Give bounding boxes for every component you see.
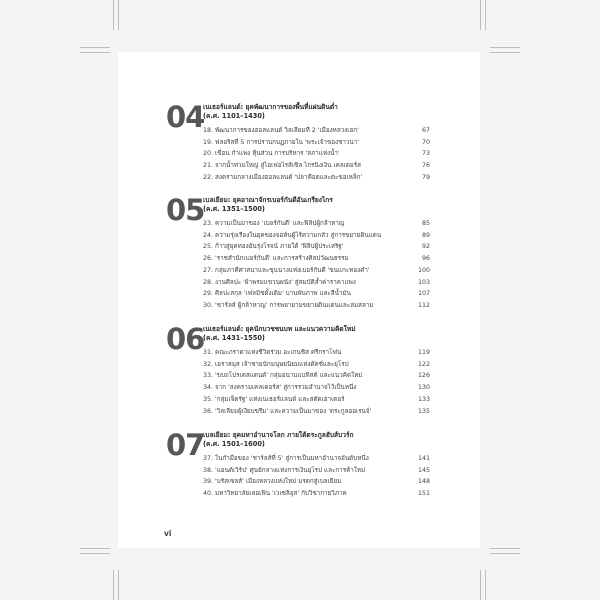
entry-title: 27. กลุ่มภาคีศาสนาและขุนนางแห่งเบอร์กันดี 'ขนแกะทองคำ' xyxy=(203,266,370,274)
toc-entry[interactable] xyxy=(203,265,430,277)
toc-entry[interactable] xyxy=(203,300,430,312)
entry-title: 28. งานศิลปะ 'ผ้าพรมแขวนผนัง' สู่สมบัติล้ำค่าราคาแพง xyxy=(203,278,356,286)
entry-title: 19. ฟลอริสที่ 5 การปราบกบฏภายใน 'พระเจ้าของชาวนา' xyxy=(203,138,360,146)
crop-mark xyxy=(480,0,481,30)
crop-mark xyxy=(490,47,520,48)
entry-page-number: 73 xyxy=(421,150,430,158)
crop-mark xyxy=(118,570,119,600)
entry-page-number: 107 xyxy=(417,290,430,298)
toc-entry[interactable] xyxy=(203,137,430,149)
crop-mark xyxy=(80,47,110,48)
crop-mark xyxy=(80,548,110,549)
entry-page-number: 112 xyxy=(417,301,430,309)
entry-page-number: 96 xyxy=(421,255,430,263)
toc-entry[interactable] xyxy=(203,277,430,289)
entry-page-number: 133 xyxy=(417,395,430,403)
entry-page-number: 103 xyxy=(417,278,430,286)
entry-page-number: 148 xyxy=(417,478,430,486)
toc-entry[interactable] xyxy=(203,288,430,300)
crop-mark xyxy=(490,52,520,53)
crop-mark xyxy=(490,548,520,549)
crop-mark xyxy=(490,553,520,554)
entry-title: 32. เอราสมุส เจ้าชายนักมนุษยนิยมแห่งดัตช์และยุโรป xyxy=(203,360,349,368)
entry-page-number: 89 xyxy=(421,231,430,239)
entry-page-number: 70 xyxy=(421,138,430,146)
part-number: 05 xyxy=(166,193,205,227)
table-of-contents xyxy=(166,100,430,500)
entry-page-number: 119 xyxy=(417,349,430,356)
toc-entry[interactable] xyxy=(203,370,430,382)
toc-entry[interactable] xyxy=(203,218,430,230)
entry-page-number: 145 xyxy=(417,466,430,474)
entry-page-number: 100 xyxy=(417,266,430,274)
crop-mark xyxy=(80,52,110,53)
entry-title: 36. 'วิลเลียมผู้เงียบขรึม' และความเป็นมาของ 'ตระกูลออเรนจ์' xyxy=(203,407,372,415)
entry-page-number: 151 xyxy=(417,490,430,498)
entry-page-number: 92 xyxy=(421,243,430,251)
entry-title: 18. พัฒนาการของฮอลแลนด์ วิลเลียมที่ 2 'เมืองหลวงเฮก' xyxy=(203,127,359,134)
crop-mark xyxy=(113,0,114,30)
entry-title: 40. มหาวิทยาลัยเลอเฟิน 'เวเซลิอุส' กับวิชากายวิภาค xyxy=(203,490,347,498)
entry-page-number: 85 xyxy=(421,220,430,227)
part-title: เนเธอร์แลนด์: ยุคพัฒนาการของพื้นที่แผ่นดินต่ำ xyxy=(203,103,338,111)
toc-part xyxy=(166,428,430,500)
crop-mark xyxy=(480,570,481,600)
entry-page-number: 79 xyxy=(421,173,430,181)
toc-entry[interactable] xyxy=(203,253,430,265)
toc-entry[interactable] xyxy=(203,465,430,477)
toc-part xyxy=(166,193,430,325)
entry-title: 38. 'แอนต์เวิร์ป' ศูนย์กลางแห่งการเงินยุโรป และการค้าใหม่ xyxy=(203,466,366,474)
toc-entry[interactable] xyxy=(203,488,430,500)
entry-title: 33. 'ขบถโปรเตสแตนต์' กลุ่มอนาบแบทิสต์ และแนวคิดใหม่ xyxy=(203,372,363,380)
part-number: 04 xyxy=(166,100,205,134)
part-dates: (ค.ศ. 1501–1600) xyxy=(203,440,265,448)
part-title: เบลเยียม: ยุคมหาอำนาจโลก ภายใต้ตระกูลฮับส์บวร์ก xyxy=(203,431,354,439)
toc-entry[interactable] xyxy=(203,406,430,418)
part-number: 07 xyxy=(166,428,205,462)
entry-title: 24. ความรุ่งเรืองในยุคของจอห์นผู้ไร้ความกลัว สู่การขยายดินแดน xyxy=(203,231,382,239)
entry-page-number: 122 xyxy=(417,360,430,368)
entry-title: 26. 'ราชสำนักเบอร์กันดี' และการสร้างศิลปวัฒนธรรม xyxy=(203,255,349,263)
entry-title: 22. สงครามกลางเมืองฮอลแลนด์ 'ปลาคือดและตะขอเหล็ก' xyxy=(203,173,363,181)
entry-page-number: 126 xyxy=(417,372,430,380)
part-dates: (ค.ศ. 1101–1430) xyxy=(203,112,265,120)
entry-title: 29. ศิลปะสกุล 'เฟลมิชดั้งเดิม' บานพับภาพ และสีน้ำมัน xyxy=(203,290,351,298)
crop-mark xyxy=(485,570,486,600)
page-folio: vi xyxy=(164,529,172,538)
entry-page-number: 135 xyxy=(417,407,430,415)
entry-page-number: 141 xyxy=(417,455,430,462)
entry-title: 20. เขื่อน กำแพง หุ้นส่วน การบริหาร 'สภาแห่งน้ำ' xyxy=(203,150,340,158)
toc-entry[interactable] xyxy=(203,382,430,394)
entry-page-number: 130 xyxy=(417,384,430,392)
entry-page-number: 76 xyxy=(421,162,430,170)
toc-entry[interactable] xyxy=(203,241,430,253)
toc-entry[interactable] xyxy=(203,394,430,406)
entry-title: 39. 'บรัสเซลส์' เมืองหลวงแห่งใหม่ มรดกสู่เบลเยียม xyxy=(203,478,342,486)
crop-mark xyxy=(80,553,110,554)
toc-entry[interactable] xyxy=(203,125,430,137)
part-number: 06 xyxy=(166,322,205,356)
toc-entry[interactable] xyxy=(203,172,430,184)
entry-title: 37. ในกำมือของ 'ชาร์ลส์ที่ 5' สู่การเป็นมหาอำนาจอันดับหนึ่ง xyxy=(203,455,369,462)
entry-title: 23. ความเป็นมาของ 'เบอร์กันดี' และฟิลิปผู้กล้าหาญ xyxy=(203,220,345,227)
entry-title: 30. 'ชาร์ลส์ ผู้กล้าหาญ' การพยายามขยายดินแดนและล่มสลาย xyxy=(203,301,374,309)
part-title: เนเธอร์แลนด์: ยุคนักบวชชนบท และแนวความคิดใหม่ xyxy=(203,325,356,333)
crop-mark xyxy=(118,0,119,30)
entry-page-number: 67 xyxy=(421,127,430,134)
toc-entry[interactable] xyxy=(203,347,430,359)
entry-title: 21. จากน้ำท่วมใหญ่ สู่ไอเฟอไรส์เซิล ไกรนิงเงิน เคลเดอร์ส xyxy=(203,162,361,170)
toc-entry[interactable] xyxy=(203,160,430,172)
toc-entry[interactable] xyxy=(203,359,430,371)
crop-mark xyxy=(113,570,114,600)
toc-entry[interactable] xyxy=(203,230,430,242)
part-title: เบลเยียม: ยุคอาณาจักรเบอร์กันดีอันเกรียงไกร xyxy=(203,196,333,204)
entry-title: 31. คณะภราดาแห่งชีวิตร่วม อะเกนซิส ศรีกราโฟน xyxy=(203,349,342,356)
toc-part xyxy=(166,100,430,196)
crop-mark xyxy=(485,0,486,30)
entry-title: 35. 'กลุ่มเจ็ดรัฐ' แห่งเนเธอร์แลนด์ และสตัดเฮาเดอร์ xyxy=(203,395,345,403)
entry-title: 34. จาก 'สงครามเคลเดอร์ส' สู่การรวมอำนาจไว้เป็นหนึ่ง xyxy=(203,384,357,392)
part-dates: (ค.ศ. 1351–1500) xyxy=(203,205,265,213)
entry-title: 25. ก้าวสู่ยุคทองอันรุ่งโรจน์ ภายใต้ 'ฟิลิปผู้ประเสริฐ' xyxy=(203,243,344,251)
toc-part xyxy=(166,322,430,431)
toc-entry[interactable] xyxy=(203,453,430,465)
part-dates: (ค.ศ. 1431–1550) xyxy=(203,334,265,342)
toc-entry[interactable] xyxy=(203,476,430,488)
toc-entry[interactable] xyxy=(203,148,430,160)
